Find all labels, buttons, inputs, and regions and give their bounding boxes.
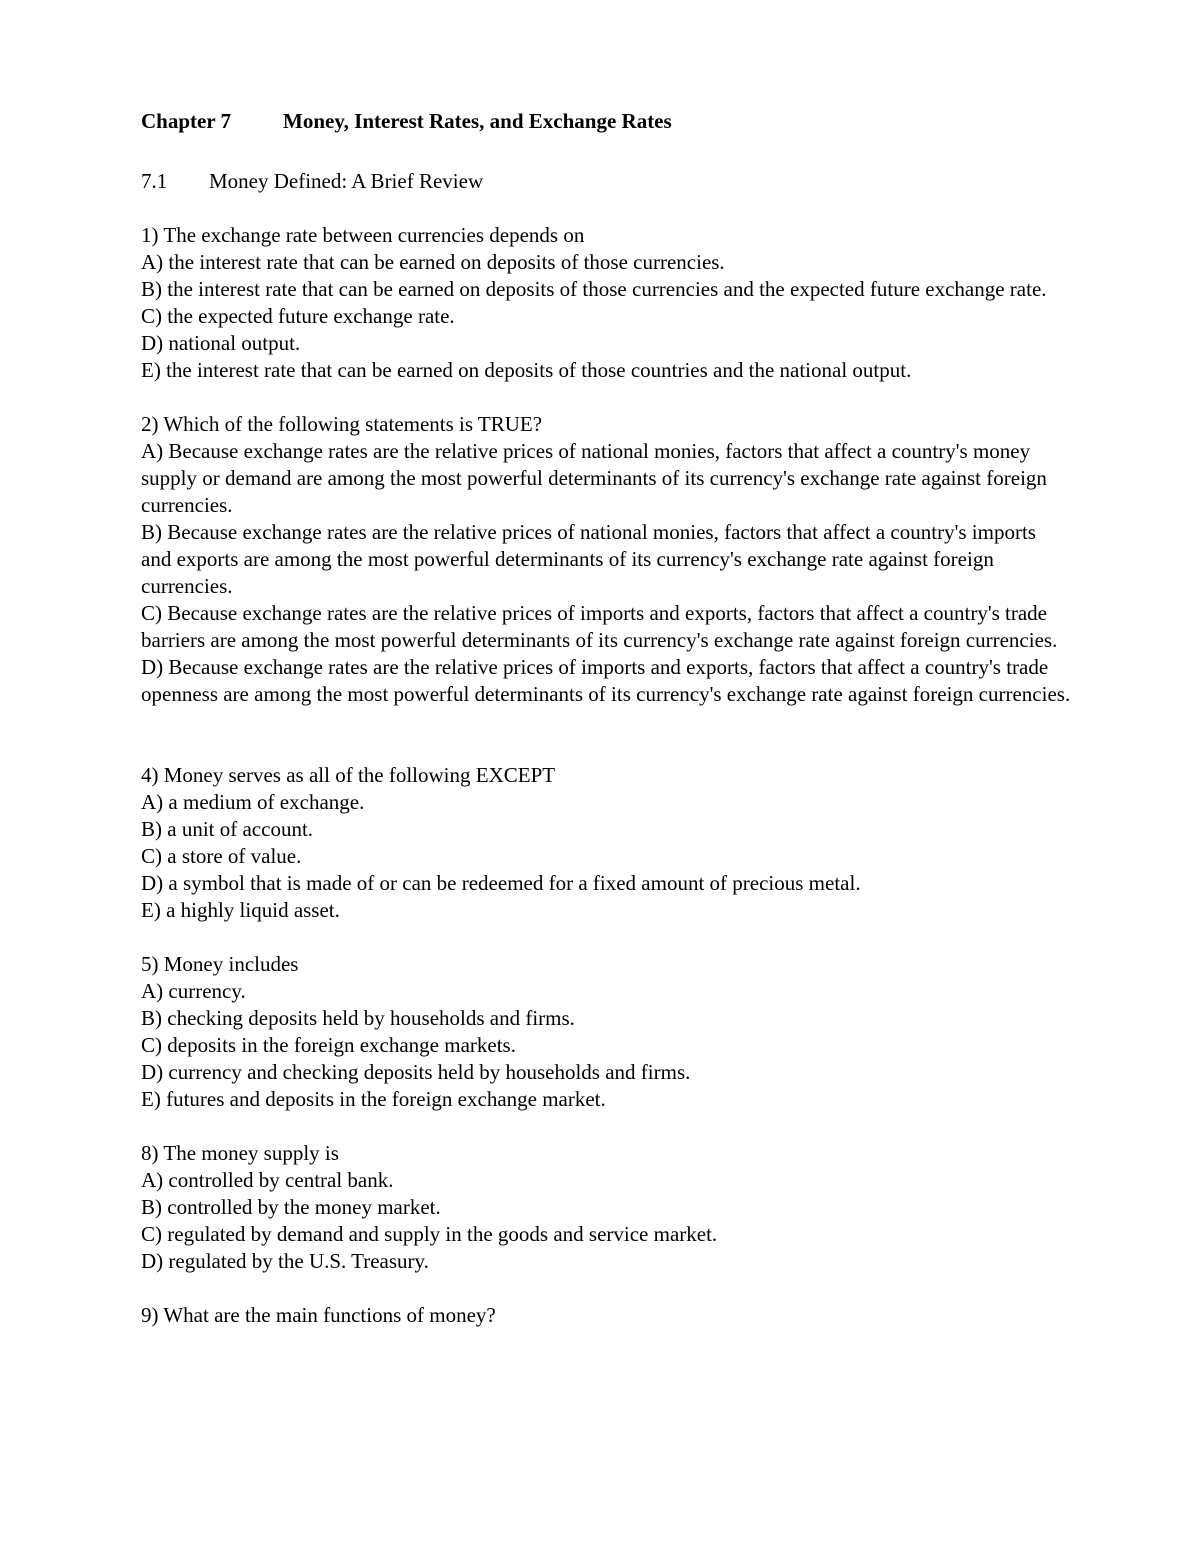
chapter-number: Chapter 7 <box>141 109 232 133</box>
answer-option: E) futures and deposits in the foreign exchange market. <box>141 1087 606 1111</box>
question-2 <box>141 411 1071 708</box>
section-number: 7.1 <box>141 169 168 193</box>
question-9 <box>141 1302 1071 1329</box>
answer-option: E) the interest rate that can be earned on deposits of those countries and the national output. <box>141 358 912 382</box>
answer-option: B) the interest rate that can be earned on deposits of those currencies and the expected future exchange rate. <box>141 277 1047 301</box>
answer-option: A) the interest rate that can be earned on deposits of those currencies. <box>141 250 725 274</box>
answer-option: C) Because exchange rates are the relative prices of imports and exports, factors that affect a country's trade barriers are among the most powerful determinants of its currency's exchange rate against foreign currencies. <box>141 601 1058 652</box>
answer-option: B) checking deposits held by households and firms. <box>141 1006 575 1030</box>
section-heading <box>141 168 1071 195</box>
answer-option: C) a store of value. <box>141 844 302 868</box>
question-4 <box>141 762 1071 924</box>
answer-option: C) the expected future exchange rate. <box>141 304 455 328</box>
answer-option: A) a medium of exchange. <box>141 790 365 814</box>
answer-option: A) controlled by central bank. <box>141 1168 394 1192</box>
answer-option: D) currency and checking deposits held by households and firms. <box>141 1060 691 1084</box>
answer-option: C) deposits in the foreign exchange markets. <box>141 1033 516 1057</box>
question-stem: 4) Money serves as all of the following EXCEPT <box>141 763 556 787</box>
answer-option: D) regulated by the U.S. Treasury. <box>141 1249 429 1273</box>
question-5 <box>141 951 1071 1113</box>
question-1 <box>141 222 1071 384</box>
answer-option: D) a symbol that is made of or can be redeemed for a fixed amount of precious metal. <box>141 871 861 895</box>
answer-option: E) a highly liquid asset. <box>141 898 340 922</box>
answer-option: C) regulated by demand and supply in the goods and service market. <box>141 1222 718 1246</box>
answer-option: A) currency. <box>141 979 246 1003</box>
answer-option: D) Because exchange rates are the relative prices of imports and exports, factors that affect a country's trade openness are among the most powerful determinants of its currency's exchange rate against foreign currencies. <box>141 655 1071 706</box>
question-stem: 8) The money supply is <box>141 1141 339 1165</box>
question-stem: 1) The exchange rate between currencies depends on <box>141 223 585 247</box>
answer-option: D) national output. <box>141 331 301 355</box>
answer-option: A) Because exchange rates are the relative prices of national monies, factors that affect a country's money supply or demand are among the most powerful determinants of its currency's exchange rate against foreign currencies. <box>141 439 1047 517</box>
answer-option: B) a unit of account. <box>141 817 314 841</box>
question-8 <box>141 1140 1071 1275</box>
chapter-title: Money, Interest Rates, and Exchange Rates <box>283 109 672 133</box>
question-stem: 9) What are the main functions of money? <box>141 1303 496 1327</box>
chapter-heading <box>141 108 1071 135</box>
answer-option: B) controlled by the money market. <box>141 1195 441 1219</box>
question-stem: 5) Money includes <box>141 952 299 976</box>
document-page <box>141 108 1071 1356</box>
answer-option: B) Because exchange rates are the relative prices of national monies, factors that affect a country's imports and exports are among the most powerful determinants of its currency's exchange rate against foreign currencies. <box>141 520 1036 598</box>
question-stem: 2) Which of the following statements is TRUE? <box>141 412 543 436</box>
section-title: Money Defined: A Brief Review <box>209 169 484 193</box>
